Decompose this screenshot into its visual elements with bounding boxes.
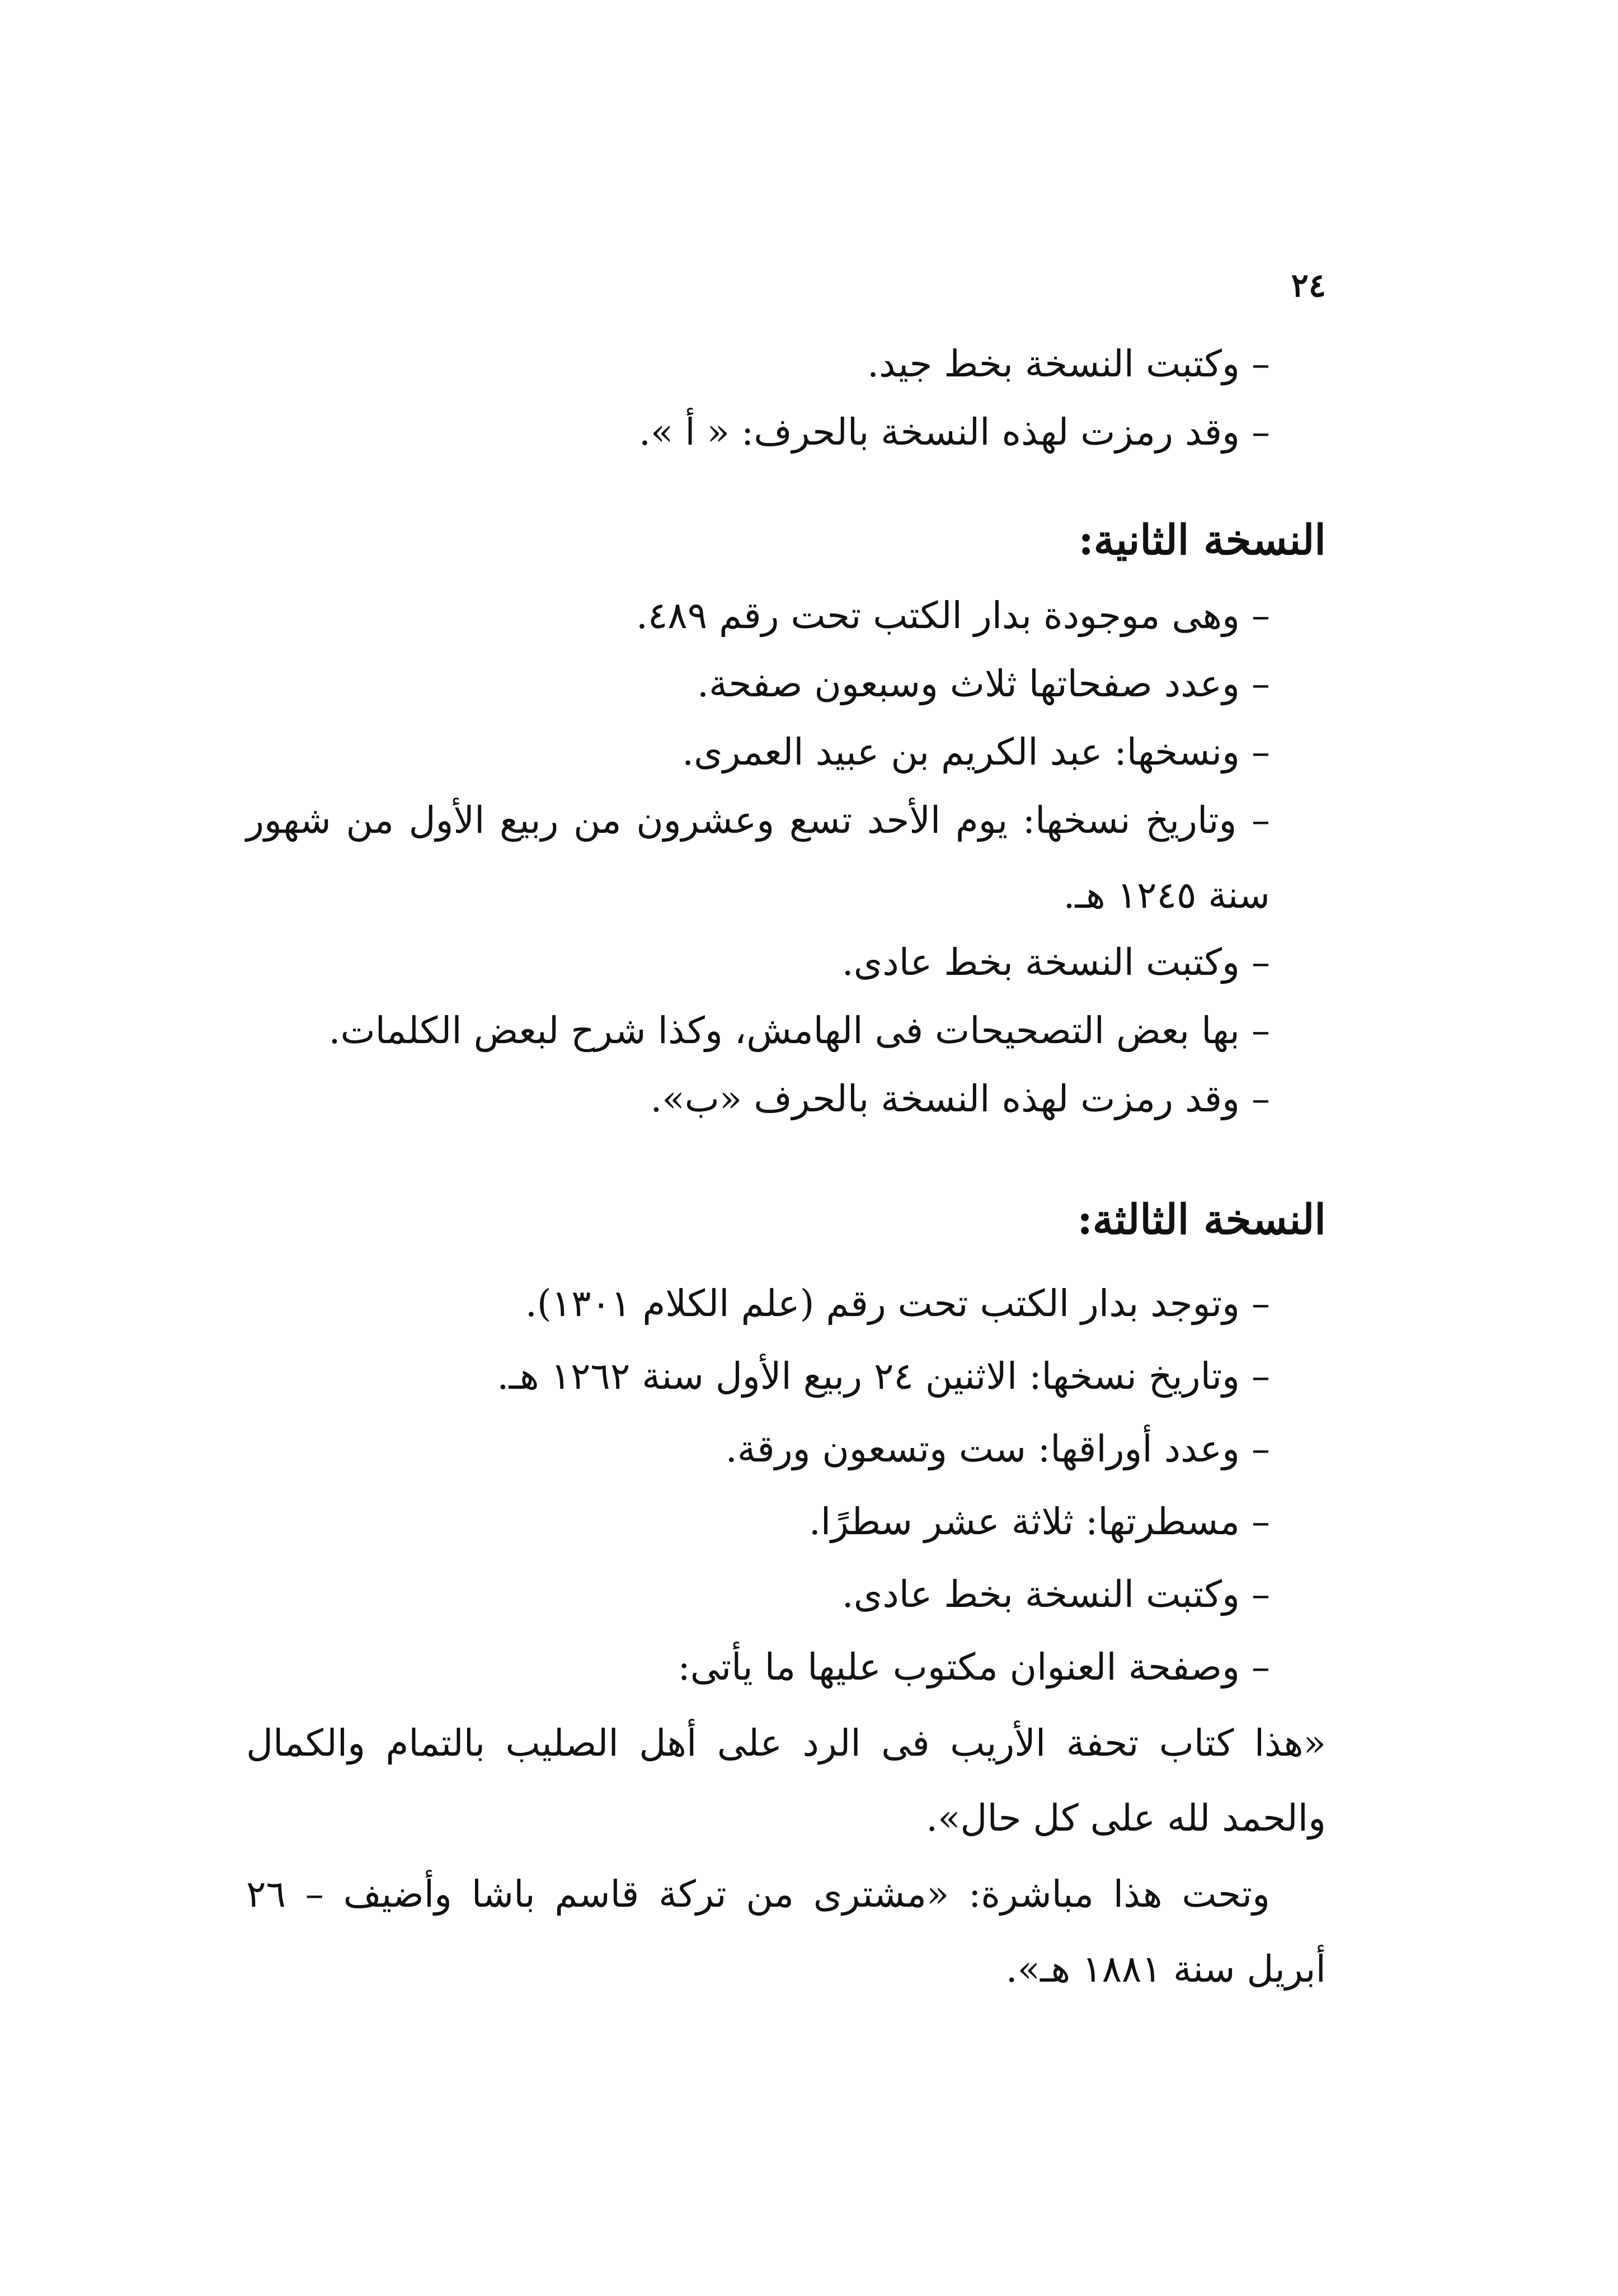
document-page xyxy=(246,0,1326,2296)
list-item: – وعدد أوراقها: ست وتسعون ورقة. xyxy=(725,1427,1270,1470)
section-heading-copy-2: النسخة الثانية: xyxy=(1078,516,1326,564)
purchase-note: وتحت هذا مباشرة: «مشترى من تركة قاسم باشا وأضيف – ٢٦ أبريل سنة ١٨٨١ هـ». xyxy=(246,1873,1326,1991)
title-page-quote: «هذا كتاب تحفة الأريب فى الرد على أهل الصليب بالتمام والكمال والحمد لله على كل حال». xyxy=(246,1722,1326,1840)
list-item: – ونسخها: عبد الكريم بن عبيد العمرى. xyxy=(682,730,1270,774)
list-item: – وصفحة العنوان مكتوب عليها ما يأتى: xyxy=(678,1646,1270,1689)
list-item: – وتوجد بدار الكتب تحت رقم (علم الكلام ١٣٠١). xyxy=(525,1282,1270,1325)
list-item: – وقد رمزت لهذه النسخة بالحرف «ب». xyxy=(650,1077,1270,1120)
list-item: – مسطرتها: ثلاثة عشر سطرًا. xyxy=(808,1500,1270,1543)
list-item-wrapped: – وتاريخ نسخها: يوم الأحد تسع وعشرون من ربيع الأول من شهور سنة ١٢٤٥ هـ. xyxy=(246,799,1271,917)
page-number: ٢٤ xyxy=(1291,266,1326,304)
list-item: – وكتبت النسخة بخط جيد. xyxy=(867,342,1270,385)
list-item: – وهى موجودة بدار الكتب تحت رقم ٤٨٩. xyxy=(636,594,1270,637)
list-item: – بها بعض التصحيحات فى الهامش، وكذا شرح لبعض الكلمات. xyxy=(328,1009,1270,1052)
list-item: – وقد رمزت لهذه النسخة بالحرف: « أ ». xyxy=(639,411,1270,454)
list-item: – وكتبت النسخة بخط عادى. xyxy=(841,941,1270,984)
list-item: – وكتبت النسخة بخط عادى. xyxy=(841,1573,1270,1616)
list-item: – وعدد صفحاتها ثلاث وسبعون صفحة. xyxy=(697,662,1270,705)
section-heading-copy-3: النسخة الثالثة: xyxy=(1077,1196,1326,1244)
list-item: – وتاريخ نسخها: الاثنين ٢٤ ربيع الأول سنة ١٢٦٢ هـ. xyxy=(497,1355,1270,1398)
